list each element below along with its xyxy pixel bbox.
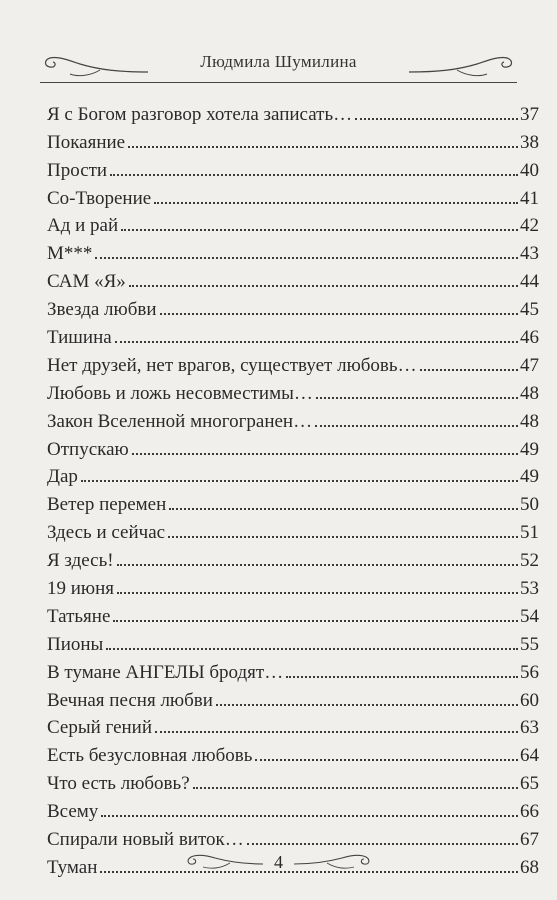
dot-leader bbox=[81, 480, 518, 482]
toc-entry-title: Я с Богом разговор хотела записать… bbox=[47, 103, 353, 125]
toc-entry bbox=[47, 291, 539, 319]
page-number: 4 bbox=[274, 852, 283, 872]
toc-entry-title: Серый гений bbox=[47, 717, 153, 739]
dot-leader bbox=[106, 648, 518, 650]
toc-entry bbox=[47, 737, 539, 765]
toc-entry bbox=[47, 486, 539, 514]
toc-entry bbox=[47, 710, 539, 738]
toc-entry bbox=[47, 765, 539, 793]
toc-entry-page: 63 bbox=[520, 717, 539, 739]
toc-entry-page: 60 bbox=[520, 689, 539, 711]
dot-leader bbox=[115, 341, 518, 343]
dot-leader bbox=[132, 453, 518, 455]
toc-entry-title: Туман bbox=[47, 856, 98, 878]
toc-entry-page: 40 bbox=[520, 159, 539, 181]
dot-leader bbox=[216, 704, 518, 706]
toc-entry bbox=[47, 570, 539, 598]
toc-entry-title: Звезда любви bbox=[47, 299, 157, 321]
toc-entry bbox=[47, 431, 539, 459]
toc-entry bbox=[47, 180, 539, 208]
toc-entry bbox=[47, 319, 539, 347]
dot-leader bbox=[101, 815, 518, 817]
running-header bbox=[0, 40, 557, 90]
toc-entry-page: 48 bbox=[520, 382, 539, 404]
toc-entry-title: Закон Вселенной многогранен… bbox=[47, 410, 313, 432]
dot-leader bbox=[315, 425, 518, 427]
toc-entry-page: 46 bbox=[520, 327, 539, 349]
dot-leader bbox=[155, 731, 518, 733]
toc-entry-title: САМ «Я» bbox=[47, 271, 126, 293]
toc-entry-page: 67 bbox=[520, 829, 539, 851]
dot-leader bbox=[420, 369, 518, 371]
toc-entry-title: Пионы bbox=[47, 633, 104, 655]
toc-entry-title: Ветер перемен bbox=[47, 494, 167, 516]
toc-entry-page: 52 bbox=[520, 550, 539, 572]
toc-entry bbox=[47, 208, 539, 236]
toc-entry-page: 42 bbox=[520, 215, 539, 237]
toc-entry-page: 65 bbox=[520, 773, 539, 795]
dot-leader bbox=[110, 174, 518, 176]
toc-entry-page: 51 bbox=[520, 522, 539, 544]
dot-leader bbox=[95, 257, 518, 259]
header-rule bbox=[40, 82, 517, 83]
toc-entry bbox=[47, 626, 539, 654]
toc-entry-page: 66 bbox=[520, 801, 539, 823]
toc-entry-page: 49 bbox=[520, 438, 539, 460]
toc-entry-page: 54 bbox=[520, 605, 539, 627]
toc-entry-page: 48 bbox=[520, 410, 539, 432]
toc-entry bbox=[47, 375, 539, 403]
dot-leader bbox=[355, 118, 518, 120]
flourish-ornament-right bbox=[407, 50, 517, 80]
toc-entry bbox=[47, 263, 539, 291]
dot-leader bbox=[117, 564, 518, 566]
dot-leader bbox=[316, 397, 518, 399]
toc-entry bbox=[47, 514, 539, 542]
toc-entry bbox=[47, 793, 539, 821]
toc-entry-page: 38 bbox=[520, 131, 539, 153]
toc-entry bbox=[47, 598, 539, 626]
dot-leader bbox=[128, 146, 518, 148]
toc-entry-page: 47 bbox=[520, 354, 539, 376]
table-of-contents bbox=[47, 96, 539, 877]
toc-entry bbox=[47, 654, 539, 682]
toc-entry bbox=[47, 235, 539, 263]
dot-leader bbox=[286, 676, 518, 678]
toc-entry-title: Нет друзей, нет врагов, существует любовь… bbox=[47, 354, 417, 376]
toc-entry bbox=[47, 459, 539, 487]
toc-entry-title: Здесь и сейчас bbox=[47, 522, 166, 544]
toc-entry bbox=[47, 96, 539, 124]
toc-entry bbox=[47, 347, 539, 375]
dot-leader bbox=[255, 759, 518, 761]
toc-entry-title: Вечная песня любви bbox=[47, 689, 213, 711]
toc-entry-title: 19 июня bbox=[47, 578, 115, 600]
toc-entry-title: Покаяние bbox=[47, 131, 126, 153]
toc-entry-title: Всему bbox=[47, 801, 99, 823]
header-author-name: Людмила Шумилина bbox=[200, 52, 357, 71]
toc-entry-title: Спирали новый виток… bbox=[47, 829, 244, 851]
toc-entry-title: Дар bbox=[47, 466, 78, 488]
toc-entry-title: Отпускаю bbox=[47, 438, 129, 460]
toc-entry-title: Есть безусловная любовь bbox=[47, 745, 253, 767]
toc-entry-title: Прости bbox=[47, 159, 108, 181]
toc-entry bbox=[47, 542, 539, 570]
dot-leader bbox=[121, 229, 518, 231]
toc-entry-title: М*** bbox=[47, 243, 93, 265]
footer-flourish-right bbox=[292, 850, 382, 874]
toc-entry-page: 64 bbox=[520, 745, 539, 767]
toc-entry-page: 50 bbox=[520, 494, 539, 516]
toc-entry-title: Татьяне bbox=[47, 605, 111, 627]
toc-entry-title: Любовь и ложь несовместимы… bbox=[47, 382, 313, 404]
toc-entry bbox=[47, 152, 539, 180]
dot-leader bbox=[169, 508, 518, 510]
toc-entry-page: 49 bbox=[520, 466, 539, 488]
dot-leader bbox=[154, 202, 518, 204]
toc-entry-page: 41 bbox=[520, 187, 539, 209]
toc-entry-page: 44 bbox=[520, 271, 539, 293]
dot-leader bbox=[160, 313, 518, 315]
dot-leader bbox=[113, 620, 518, 622]
toc-entry-title: Что есть любовь? bbox=[47, 773, 190, 795]
toc-entry-page: 55 bbox=[520, 633, 539, 655]
dot-leader bbox=[193, 787, 518, 789]
toc-entry bbox=[47, 124, 539, 152]
toc-entry-page: 53 bbox=[520, 578, 539, 600]
dot-leader bbox=[129, 285, 518, 287]
toc-entry-title: В тумане АНГЕЛЫ бродят… bbox=[47, 661, 284, 683]
toc-entry-title: Со-Творение bbox=[47, 187, 152, 209]
page-footer bbox=[0, 842, 557, 882]
toc-entry bbox=[47, 682, 539, 710]
dot-leader bbox=[117, 592, 518, 594]
dot-leader bbox=[168, 536, 518, 538]
toc-entry-page: 56 bbox=[520, 661, 539, 683]
toc-entry-page: 43 bbox=[520, 243, 539, 265]
toc-entry bbox=[47, 403, 539, 431]
toc-entry-title: Ад и рай bbox=[47, 215, 119, 237]
toc-entry-title: Я здесь! bbox=[47, 550, 114, 572]
toc-entry-title: Тишина bbox=[47, 327, 112, 349]
toc-entry-page: 45 bbox=[520, 299, 539, 321]
toc-entry-page: 68 bbox=[520, 856, 539, 878]
toc-entry-page: 37 bbox=[520, 103, 539, 125]
